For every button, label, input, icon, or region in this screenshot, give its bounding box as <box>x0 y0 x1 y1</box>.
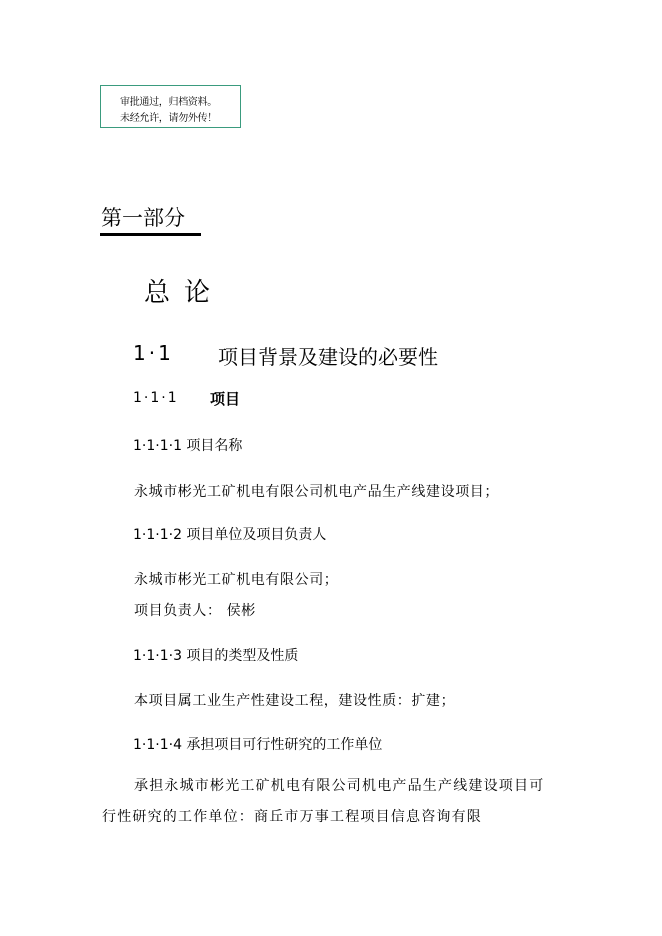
item-3-heading: 1·1·1·3 项目的类型及性质 <box>133 648 299 664</box>
item-2-line-1: 永城市彬光工矿机电有限公司； <box>134 572 339 588</box>
stamp-line-2: 未经允许，请勿外传！ <box>120 113 217 124</box>
part-title-underline <box>100 233 201 236</box>
approval-stamp <box>100 85 241 128</box>
section-1-1-1-title: 项目 <box>210 390 241 408</box>
item-2-line-2: 项目负责人： 侯彬 <box>134 603 256 619</box>
chapter-title: 总论 <box>144 278 225 308</box>
section-1-1-number: 1·1 <box>133 341 174 365</box>
section-1-1-title: 项目背景及建设的必要性 <box>218 345 438 369</box>
closing-paragraph: 承担永城市彬光工矿机电有限公司机电产品生产线建设项目可行性研究的工作单位：商丘市万事工程项目信息咨询有限 <box>102 778 545 825</box>
stamp-line-1: 审批通过，归档资料。 <box>120 97 217 108</box>
item-3-line-1: 本项目属工业生产性建设工程，建设性质：扩建； <box>134 693 456 709</box>
item-2-heading: 1·1·1·2 项目单位及项目负责人 <box>133 527 327 543</box>
part-title: 第一部分 <box>101 206 185 230</box>
section-1-1-1-number: 1·1·1 <box>133 390 179 406</box>
item-1-line-1: 永城市彬光工矿机电有限公司机电产品生产线建设项目； <box>134 484 499 500</box>
item-1-heading: 1·1·1·1 项目名称 <box>133 438 243 454</box>
item-4-heading: 1·1·1·4 承担项目可行性研究的工作单位 <box>133 737 383 753</box>
